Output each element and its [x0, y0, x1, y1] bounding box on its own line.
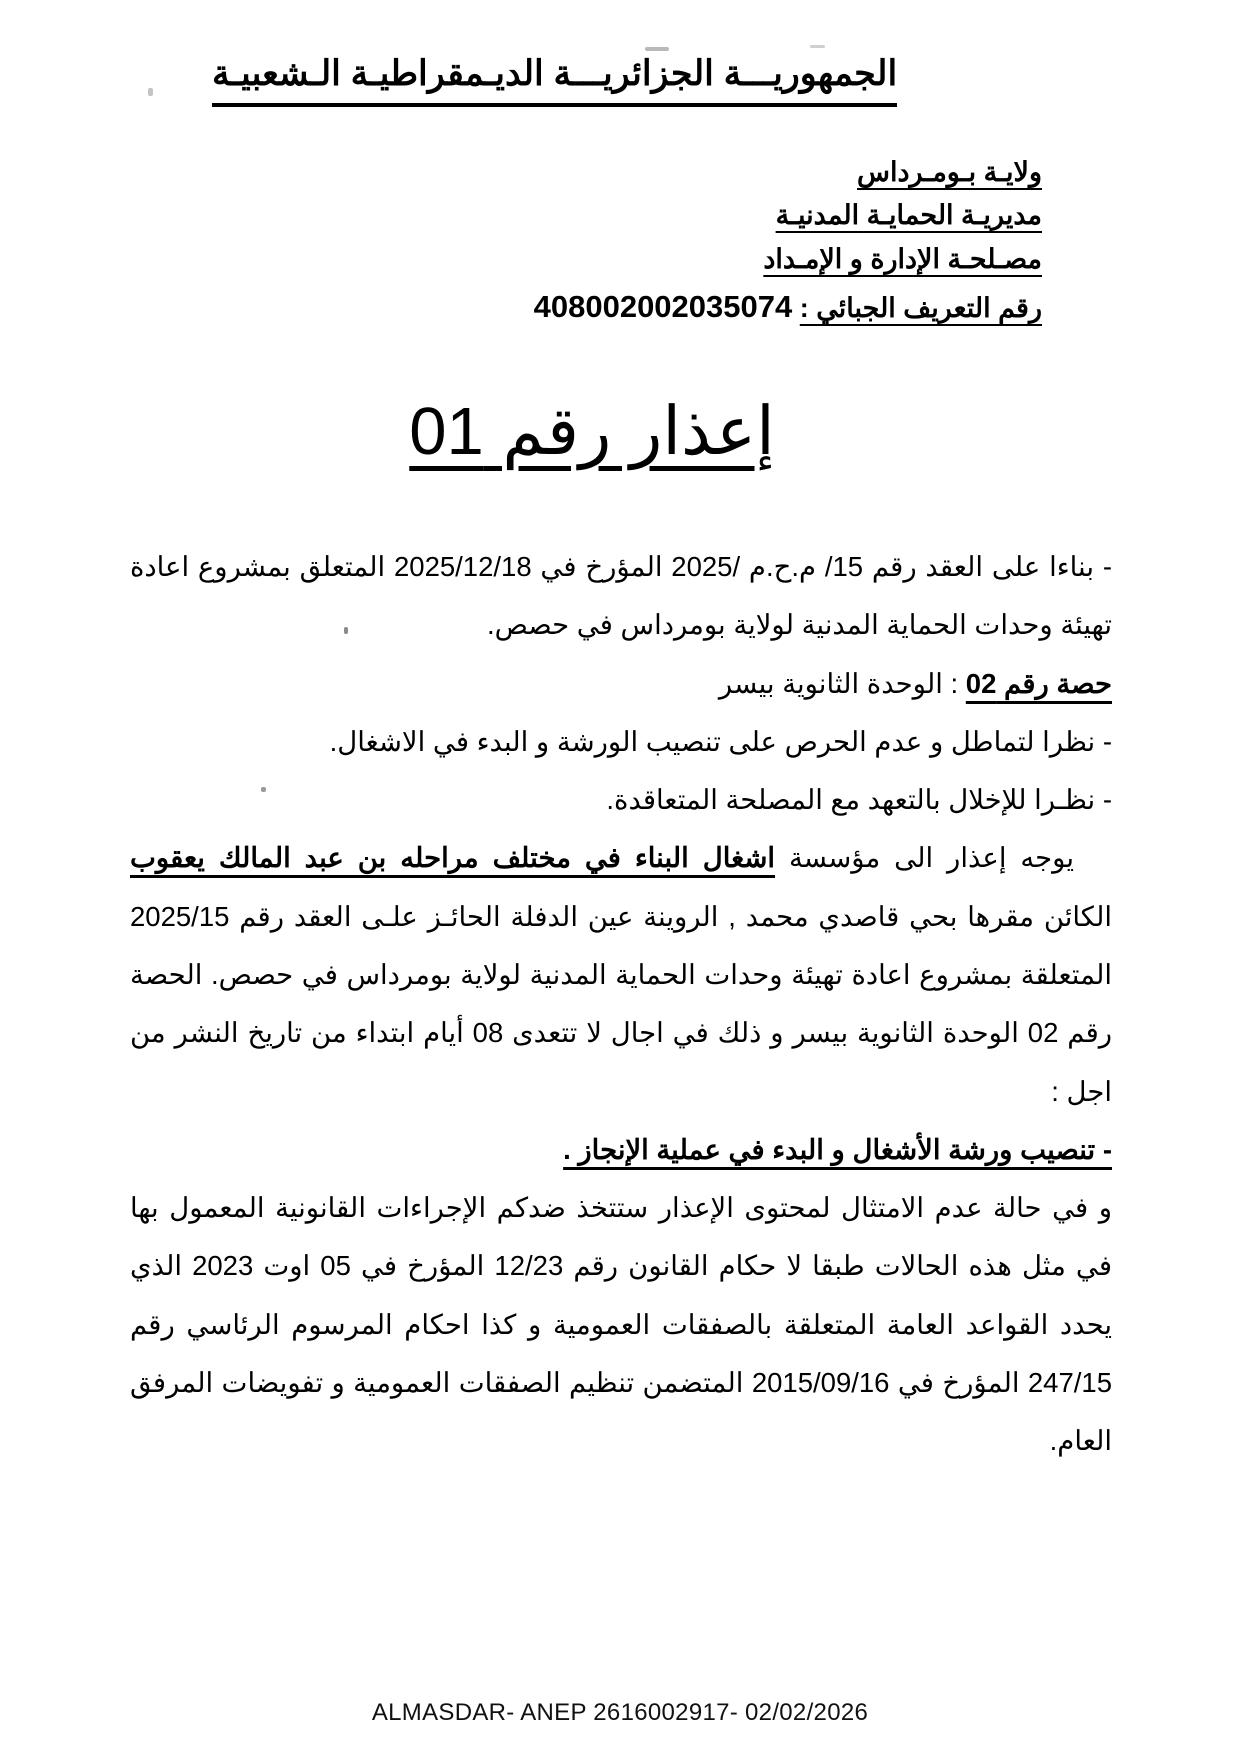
scan-artifact	[810, 45, 825, 48]
scan-artifact	[344, 627, 348, 634]
org-header-block	[130, 151, 1042, 332]
scan-artifact	[148, 88, 153, 96]
republic-title: الجمهوريـــة الجزائريـــة الديـمقراطيـة الـشعبيـة	[212, 52, 897, 107]
lot-heading	[130, 655, 1112, 713]
demand-text: - تنصيب ورشة الأشغال و البدء في عملية الإنجاز .	[563, 1133, 1112, 1165]
directorate-line	[130, 194, 1042, 238]
demand-line	[130, 1121, 1112, 1179]
tax-id-label: رقم التعريف الجبائي :	[799, 292, 1042, 323]
notice-number-title	[0, 390, 1212, 474]
service-name: مصـلحـة الإدارة و الإمـداد	[763, 244, 1042, 275]
document-body	[130, 538, 1112, 1471]
paragraph-legal-consequences: و في حالة عدم الامتثال لمحتوى الإعذار ستتخذ ضدكم الإجراءات القانونية المعمول بها في مثل هذه الحالات طبقا لا حكام القانون رقم 12/23 المؤرخ في 05 اوت 2023 الذي يحدد القواعد العامة المتعلقة بالصفقات العمومية و كذا احكام المرسوم الرئاسي رقم 247/15 المؤرخ في 2015/09/16 المتضمن تنظيم الصفقات العمومية و تفويضات المرفق العام.	[130, 1192, 1112, 1457]
lot-description: : الوحدة الثانوية بيسر	[718, 667, 966, 699]
notice-title-text: إعذار رقم 01	[409, 394, 775, 470]
paragraph-formal-notice	[130, 829, 1112, 1120]
service-line	[130, 238, 1042, 282]
reason-breach: - نظـرا للإخلال بالتعهد مع المصلحة المتعاقدة.	[606, 784, 1112, 816]
scan-artifact	[261, 787, 266, 792]
reason-delay: - نظرا لتماطل و عدم الحرص على تنصيب الورشة و البدء في الاشغال.	[329, 725, 1112, 757]
directorate-name: مديريـة الحمايـة المدنيـة	[775, 200, 1042, 231]
wilaya-name: ولايـة بـومـرداس	[857, 156, 1042, 187]
company-name: اشغال البناء في مختلف مراحله بن عبد المالك يعقوب	[130, 842, 776, 874]
paragraph-contract-reference: - بناءا على العقد رقم 15/ م.ح.م /2025 المؤرخ في 2025/12/18 المتعلق بمشروع اعادة تهيئة وحدات الحماية المدنية لولاية بومرداس في حصص.	[130, 550, 1112, 641]
notice-details: الكائن مقرها بحي قاصدي محمد , الروينة عين الدفلة الحائـز علـى العقد رقم 2025/15 المتعلقة بمشروع اعادة تهيئة وحدات الحماية المدنية لولاية بومرداس في حصص. الحصة رقم 02 الوحدة الثانوية بيسر و ذلك في اجال لا تتعدى 08 أيام ابتداء من تاريخ النشر من اجل :	[130, 900, 1113, 1107]
footer-anep-reference: ALMASDAR- ANEP 2616002917- 02/02/2026	[371, 1699, 869, 1726]
scan-artifact	[645, 47, 669, 51]
tax-id-line	[130, 282, 1042, 332]
tax-id-value: 408002002035074	[533, 288, 793, 324]
wilaya-line	[130, 151, 1042, 195]
lot-label: حصة رقم 02	[965, 667, 1112, 699]
notice-intro: يوجه إعذار الى مؤسسة	[775, 842, 1074, 874]
